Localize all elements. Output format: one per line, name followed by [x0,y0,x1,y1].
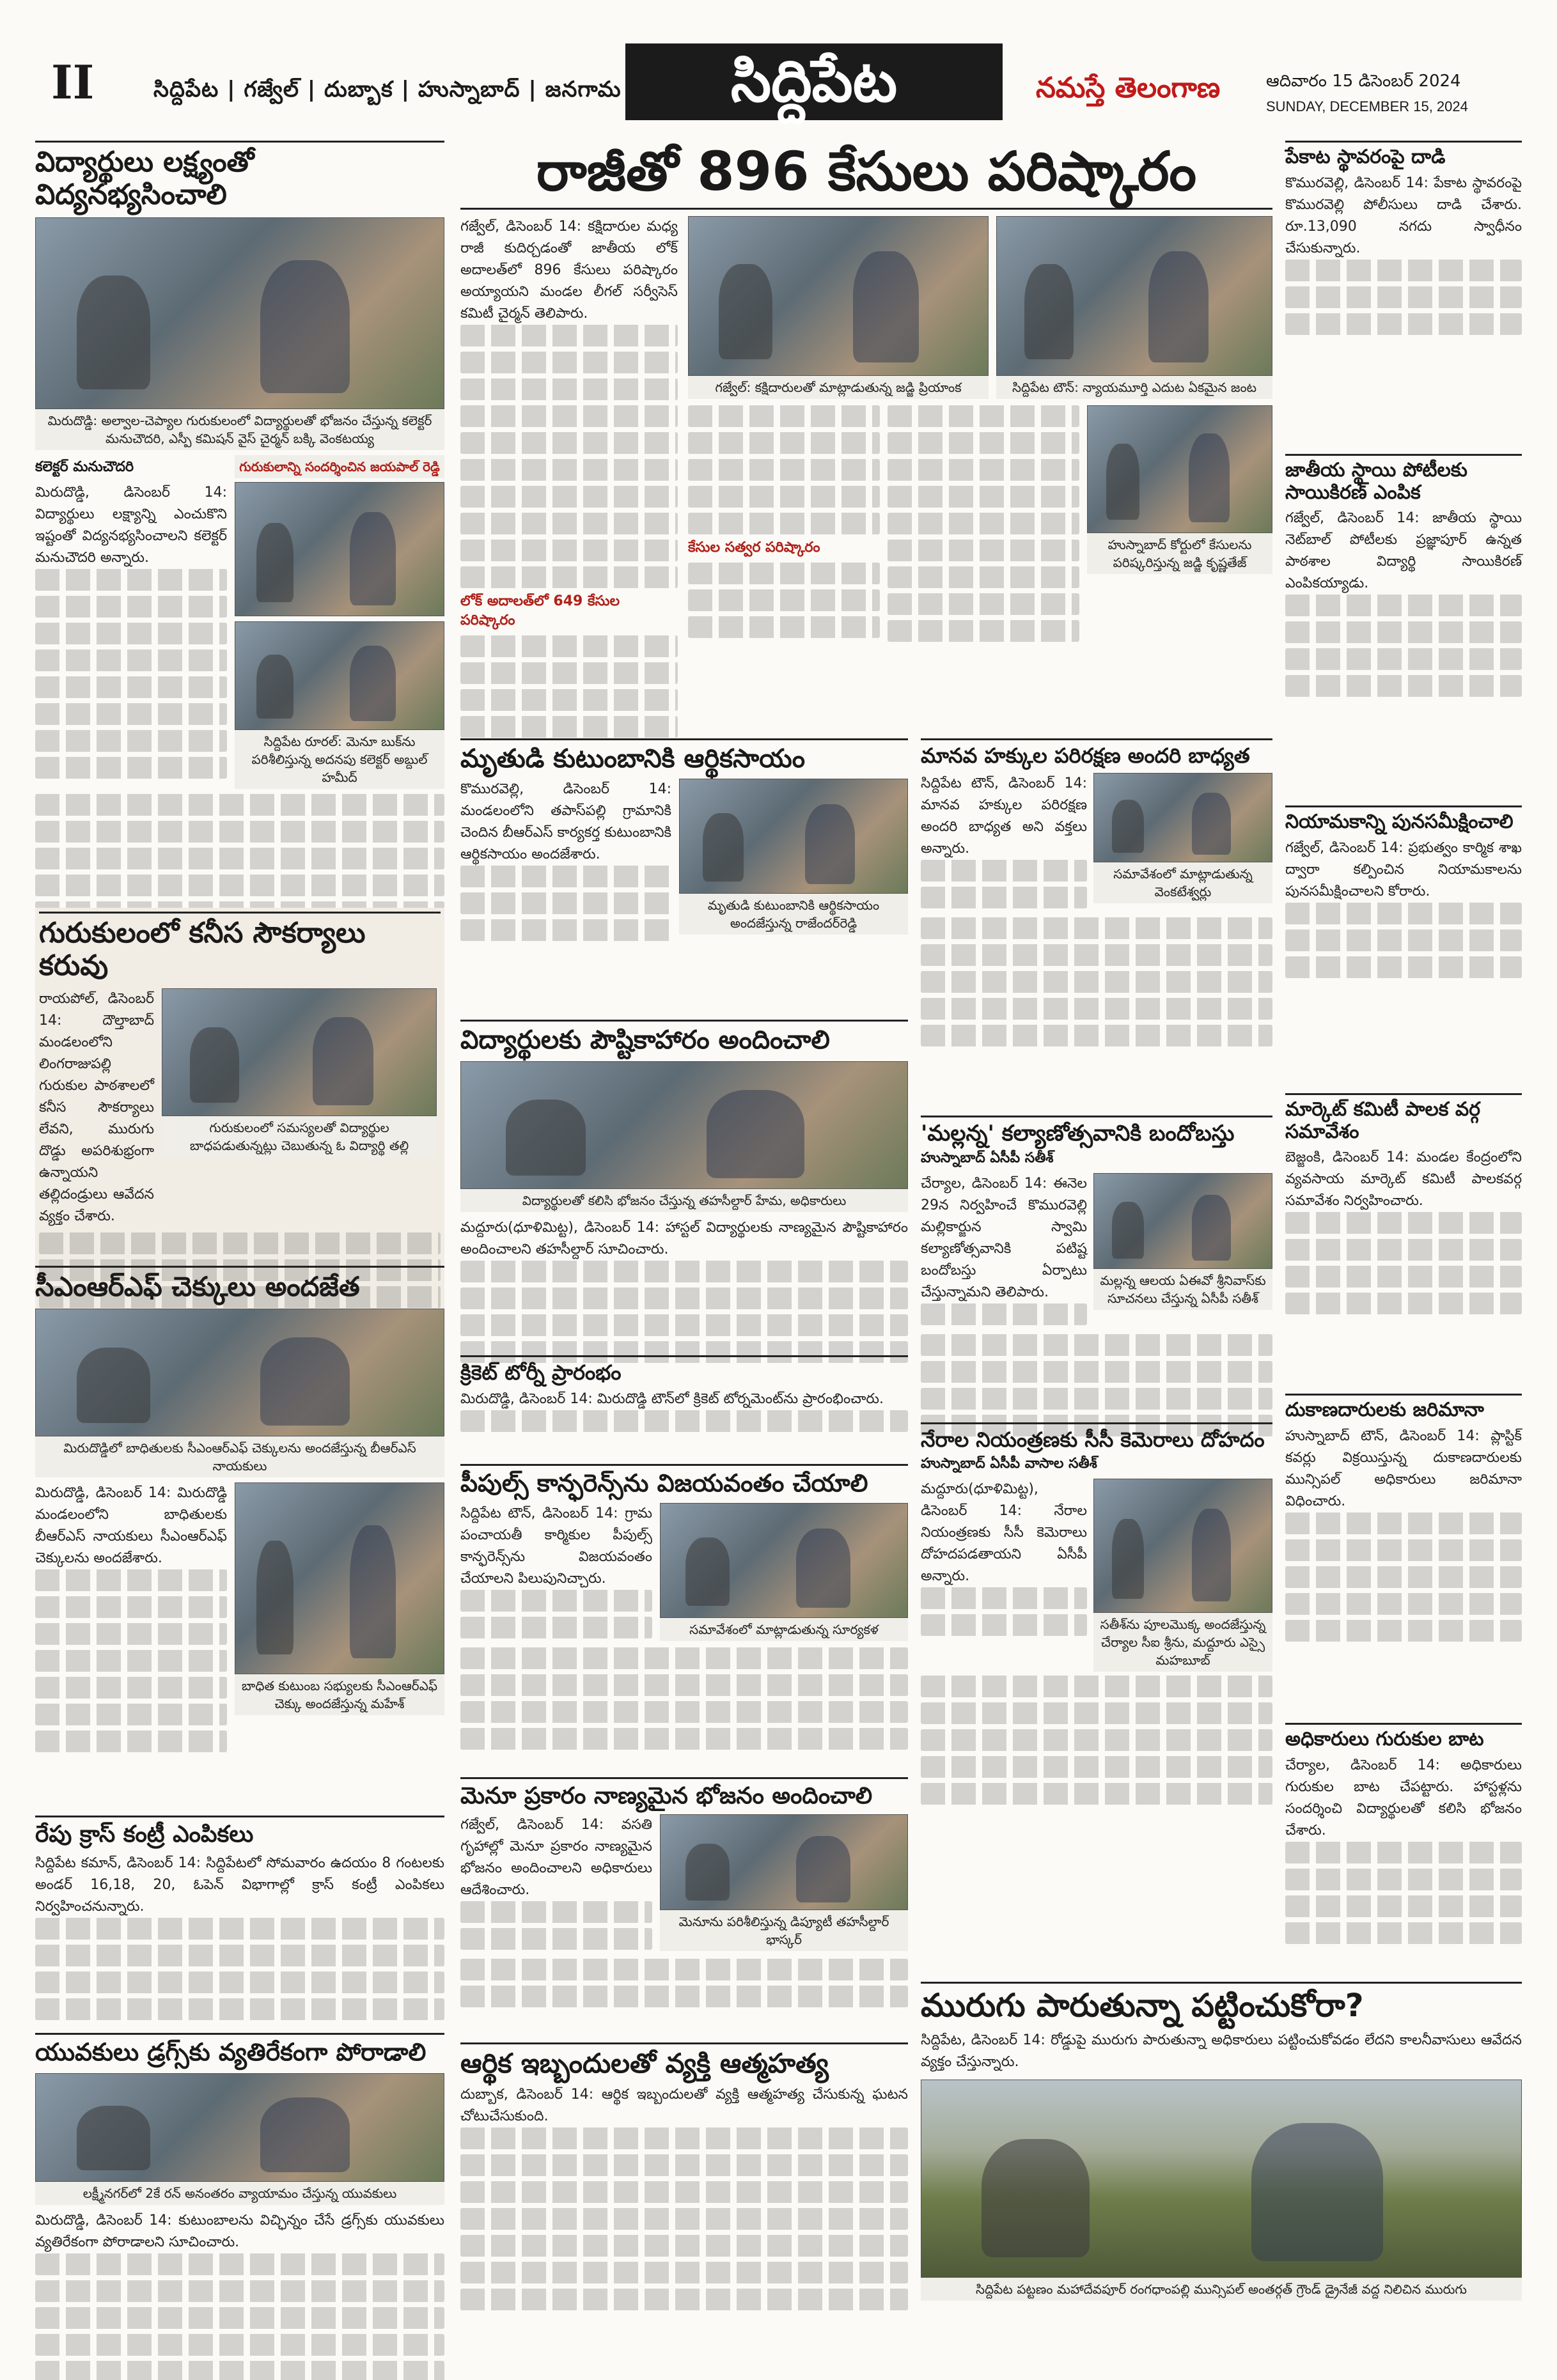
body-text: మద్దూరు(ధూళిమిట్ట), డిసెంబర్ 14: హాస్టల్ విద్యార్థులకు నాణ్యమైన పౌష్టికాహారం అందించాలని తహసీల్దార్ సూచించారు. [460,1220,908,1257]
headline: నియామకాన్ని పునసమీక్షించాలి [1285,805,1522,834]
photo [660,1503,908,1618]
headline: అధికారులు గురుకుల బాట [1285,1723,1522,1751]
headline: దుకాణదారులకు జరిమానా [1285,1394,1522,1422]
article [1285,141,1522,340]
body-text: సిద్దిపేట టౌన్, డిసెంబర్ 14: మానవ హక్కుల పరిరక్షణ అందరి బాధ్యత అని వక్తలు అన్నారు. [921,775,1087,857]
photo [35,1309,444,1436]
photo [460,1061,908,1189]
photo [235,482,444,616]
body-text: హుస్నాబాద్ టౌన్, డిసెంబర్ 14: ప్లాస్టిక్ కవర్లు విక్రయిస్తున్న దుకాణదారులకు మున్సిపల్ అధికారులు జరిమానా విధించారు. [1285,1427,1522,1509]
body-text: కొమురవెల్లి, డిసెంబర్ 14: మండలంలోని తపాస్‌పల్లి గ్రామానికి చెందిన బీఆర్‌ఎస్ కార్యకర్త కుటుంబానికి ఆర్థికసాయం అందజేశారు. [460,781,671,862]
caption: మిరుదొడ్డిలో బాధితులకు సీఎంఆర్‌ఎఫ్ చెక్కులను అందజేస్తున్న బీఆర్‌ఎస్ నాయకులు [35,1436,444,1477]
headline: మానవ హక్కుల పరిరక్షణ అందరి బాధ్యత [921,738,1272,768]
body-text: సిద్దిపేట, డిసెంబర్ 14: రోడ్డుపై మురుగు పారుతున్నా అధికారులు పట్టించుకోవడం లేదని కాలనీవాసులు ఆవేదన వ్యక్తం చేస్తున్నారు. [921,2032,1522,2070]
caption: బాధిత కుటుంబ సభ్యులకు సీఎంఆర్‌ఎఫ్ చెక్కు అందజేస్తున్న మహేశ్ [235,1674,444,1715]
headline: సీఎంఆర్‌ఎఫ్ చెక్కులు అందజేత [35,1266,444,1302]
article [1285,805,1522,983]
headline: రేపు క్రాస్ కంట్రీ ఎంపికలు [35,1816,444,1847]
feature-article [921,1982,1522,2301]
caption: మెనూను పరిశీలిస్తున్న డిప్యూటీ తహసీల్దార్ భాస్కర్ [660,1910,908,1951]
lead-story [460,141,1272,743]
date-english: SUNDAY, DECEMBER 15, 2024 [1266,98,1468,114]
headline: పీపుల్స్ కాన్ఫరెన్స్‌ను విజయవంతం చేయాలి [460,1464,908,1498]
body-text: కొమురవెల్లి, డిసెంబర్ 14: పేకాట స్థావరంపై కొమురవెల్లి పోలీసులు దాడి చేశారు. రూ.13,090 నగదు స్వాధీనం చేసుకున్నారు. [1285,175,1522,256]
lead-headline: రాజీతో 896 కేసులు పరిష్కారం [460,141,1272,210]
headline: యువకులు డ్రగ్స్‌కు వ్యతిరేకంగా పోరాడాలి [35,2033,444,2067]
headline: క్రికెట్ టోర్నీ ప్రారంభం [460,1355,908,1385]
caption: సిద్దిపేట పట్టణం మహాదేవపూర్ రంగధాంపల్లి మున్సిపల్ అంతర్గత్ గ్రౌండ్ డ్రైనేజీ వద్ద నిలిచిన మురుగు [921,2278,1522,2301]
byline: హుస్నాబాద్ ఏసీపీ సతీశ్ [921,1150,1054,1167]
article [1285,1723,1522,1949]
date-telugu: ఆదివారం 15 డిసెంబర్ 2024 [1266,72,1461,91]
headline: మురుగు పారుతున్నా పట్టించుకోరా? [921,1982,1522,2025]
article [921,738,1272,1052]
article [460,1464,908,1755]
caption: మృతుడి కుటుంబానికి ఆర్థికసాయం అందజేస్తున్న రాజేందర్‌రెడ్డి [679,894,908,935]
photo [1093,1479,1272,1613]
article [460,738,908,946]
body-text: గజ్వేల్, డిసెంబర్ 14: జాతీయ స్థాయి నెట్‌బాల్ పోటీలకు ప్రజ్ఞాపూర్ ఉన్నత పాఠశాల విద్యార్థి సాయికిరణ్ ఎంపికయ్యాడు. [1285,510,1522,591]
paper-name: నమస్తే తెలంగాణ [1036,72,1221,104]
body-text: రాయపోల్, డిసెంబర్ 14: దౌల్తాబాద్ మండలంలోని లింగరాజుపల్లి గురుకుల పాఠశాలలో కనీస సౌకర్యాలు లేవని, మురుగు దొడ్డు అపరిశుభ్రంగా ఉన్నాయని తల్లిదండ్రులు ఆవేదన వ్యక్తం చేశారు. [39,991,154,1225]
caption: గురుకులాన్ని సందర్శించిన జయపాల్ రెడ్డి [235,455,444,478]
byline: కలెక్టర్ మనుచౌదరి [35,459,134,476]
caption: సమావేశంలో మాట్లాడుతున్న సూర్యకళ [660,1618,908,1641]
photo [235,621,444,730]
section-title: సిద్దిపేట [625,43,1003,120]
headline: ఆర్థిక ఇబ్బందులతో వ్యక్తి ఆత్మహత్య [460,2042,908,2079]
article [460,2042,908,2315]
caption: గురుకులంలో సమస్యలతో విద్యార్థుల బాధపడుతున్నట్లు చెబుతున్న ఓ విద్యార్థి తల్లి [162,1116,437,1157]
masthead [38,43,1515,120]
body-text: సిద్దిపేట టౌన్, డిసెంబర్ 14: గ్రామ పంచాయతీ కార్మికుల పీపుల్స్ కాన్ఫరెన్స్‌ను విజయవంతం చేయాలని పిలుపునిచ్చారు. [460,1505,652,1587]
photo [996,216,1272,376]
caption: సతీశ్‌ను పూలమొక్క అందజేస్తున్న చేర్యాల సీఐ శ్రీను, మద్దూరు ఎస్సై మహబూబ్ [1093,1613,1272,1672]
photo [921,2080,1522,2278]
body-text: మిరుదొడ్డి, డిసెంబర్ 14: కుటుంబాలను విచ్ఛిన్నం చేసే డ్రగ్స్‌కు యువకులు వ్యతిరేకంగా పోరాడాలని సూచించారు. [35,2212,444,2250]
photo [162,988,437,1116]
photo [35,217,444,409]
caption: సమావేశంలో మాట్లాడుతున్న వెంకటేశ్వర్లు [1093,862,1272,903]
article [460,1355,908,1437]
page-number: II [51,55,95,109]
article [35,141,444,955]
headline: జాతీయ స్థాయి పోటీలకు సాయికిరణ్ ఎంపిక [1285,454,1522,504]
caption: హుస్నాబాద్ కోర్టులో కేసులను పరిష్కరిస్తున్న జడ్జి కృష్ణతేజ్ [1087,533,1272,574]
article [1285,454,1522,702]
photo [688,216,989,376]
headline: గురుకులంలో కనీస సౌకర్యాలు కరువు [39,912,441,982]
article [921,1116,1272,1442]
photo [1093,773,1272,862]
body-text: గజ్వేల్, డిసెంబర్ 14: ప్రభుత్వం కార్మిక శాఖ ద్వారా కల్పించిన నియామకాలను పునసమీక్షించాలని కోరారు. [1285,839,1522,899]
article [1285,1093,1522,1319]
photo [679,779,908,894]
headline: విద్యార్థులకు పౌష్టికాహారం అందించాలి [460,1020,908,1055]
caption: మిరుదొడ్డి: అల్వాల-చెప్యాల గురుకులంలో విద్యార్థులతో భోజనం చేస్తున్న కలెక్టర్ మనుచౌదరి, ఎస్పీ కమిషన్ వైస్ చైర్మన్ బక్కి వెంకటయ్య [35,409,444,450]
body-text: చేర్యాల, డిసెంబర్ 14: ఈనెల 29న నిర్వహించే కొమురవెల్లి మల్లికార్జున స్వామి కల్యాణోత్సవానికి పటిష్ట బందోబస్తు ఏర్పాటు చేస్తున్నామని తెలిపారు. [921,1176,1087,1301]
photo [1087,405,1272,533]
photo [235,1482,444,1674]
caption: సిద్దిపేట టౌన్: న్యాయమూర్తి ఎదుట ఏకమైన జంట [996,376,1272,399]
caption: విద్యార్థులతో కలిసి భోజనం చేస్తున్న తహసీల్దార్ హేమ, అధికారులు [460,1189,908,1212]
caption: లక్ష్మీనగర్‌లో 2కే రన్ అనంతరం వ్యాయామం చేస్తున్న యువకులు [35,2182,444,2205]
headline: మెనూ ప్రకారం నాణ్యమైన భోజనం అందించాలి [460,1777,908,1809]
article [460,1020,908,1368]
caption: మల్లన్న ఆలయ ఏఈవో శ్రీనివాస్‌కు సూచనలు చేస్తున్న ఏసీపీ సతీశ్ [1093,1269,1272,1310]
headline: నేరాల నియంత్రణకు సీసీ కెమెరాలు దోహదం [921,1422,1272,1452]
article [1285,1394,1522,1647]
caption: గజ్వేల్: కక్షిదారులతో మాట్లాడుతున్న జడ్జి ప్రియాంక [688,376,989,399]
article [35,1816,444,2025]
caption: సిద్దిపేట రూరల్: మెనూ బుక్‌ను పరిశీలిస్తున్న అదనపు కలెక్టర్ అబ్దుల్ హమీద్ [235,730,444,789]
body-text: మిరుదొడ్డి, డిసెంబర్ 14: మిరుదొడ్డి టౌన్‌లో క్రికెట్ టోర్నమెంట్‌ను ప్రారంభించారు. [460,1390,884,1407]
headline: 'మల్లన్న' కల్యాణోత్సవానికి బందోబస్తు [921,1116,1272,1146]
body-text: బెజ్జంకి, డిసెంబర్ 14: మండల కేంద్రంలోని వ్యవసాయ మార్కెట్ కమిటీ పాలకవర్గ సమావేశం నిర్వహించారు. [1285,1149,1522,1209]
body-text: మిరుదొడ్డి, డిసెంబర్ 14: విద్యార్థులు లక్ష్యాన్ని ఎంచుకొని ఇష్టంతో విద్యనభ్యసించాలని కలెక్టర్ మనుచౌదరి అన్నారు. [35,485,227,566]
article [921,1422,1272,1810]
headline: మృతుడి కుటుంబానికి ఆర్థికసాయం [460,738,908,774]
body-text: గజ్వేల్, డిసెంబర్ 14: వసతి గృహాల్లో మెనూ ప్రకారం నాణ్యమైన భోజనం అందించాలని అధికారులు ఆదేశించారు. [460,1817,652,1899]
body-text: చేర్యాల, డిసెంబర్ 14: అధికారులు గురుకుల బాట చేపట్టారు. హాస్టళ్లను సందర్శించి విద్యార్థులతో కలిసి భోజనం చేశారు. [1285,1757,1522,1839]
body-text: దుబ్బాక, డిసెంబర్ 14: ఆర్థిక ఇబ్బందులతో వ్యక్తి ఆత్మహత్య చేసుకున్న ఘటన చోటుచేసుకుంది. [460,2087,908,2125]
article [35,1266,444,1757]
body-text: మిరుదొడ్డి, డిసెంబర్ 14: మిరుదొడ్డి మండలంలోని బాధితులకు బీఆర్‌ఎస్ నాయకులు సీఎంఆర్‌ఎఫ్ చెక్కులను అందజేశారు. [35,1485,227,1567]
headline: మార్కెట్ కమిటీ పాలక వర్గ సమావేశం [1285,1093,1522,1143]
article [460,1777,908,2012]
body-text: సిద్దిపేట కమాన్, డిసెంబర్ 14: సిద్దిపేటలో సోమవారం ఉదయం 8 గంటలకు అండర్ 16,18, 20, ఓపెన్ విభాగాల్లో క్రాస్ కంట్రీ ఎంపికలు నిర్వహించనున్నారు. [35,1855,444,1915]
photo [660,1814,908,1910]
photo [35,2073,444,2182]
body-text: గజ్వేల్, డిసెంబర్ 14: కక్షిదారుల మధ్య రాజీ కుదిర్చడంతో జాతీయ లోక్ అదాలత్‌లో 896 కేసులు పరిష్కారం అయ్యాయని మండల లీగల్ సర్వీసెస్ కమిటీ చైర్మన్ తెలిపారు. [460,218,678,322]
body-text: మద్దూరు(ధూళిమిట్ట), డిసెంబర్ 14: నేరాల నియంత్రణకు సీసీ కెమెరాలు దోహదపడతాయని ఏసీపీ అన్నారు. [921,1481,1087,1584]
photo [1093,1173,1272,1269]
region-tabs: సిద్దిపేట | గజ్వేల్ | దుబ్బాక | హుస్నాబాద్ | జనగామ [153,77,622,102]
headline: విద్యార్థులు లక్ష్యంతో విద్యనభ్యసించాలి [35,141,444,211]
subhead: కేసుల సత్వర పరిష్కారం [688,539,820,556]
byline: హుస్నాబాద్ ఏసీపీ వాసాల సతీశ్ [921,1455,1097,1472]
article [35,2033,444,2380]
subhead: లోక్ అదాలత్‌లో 649 కేసుల పరిష్కారం [460,593,620,628]
headline: పేకాట స్థావరంపై దాడి [1285,141,1522,169]
